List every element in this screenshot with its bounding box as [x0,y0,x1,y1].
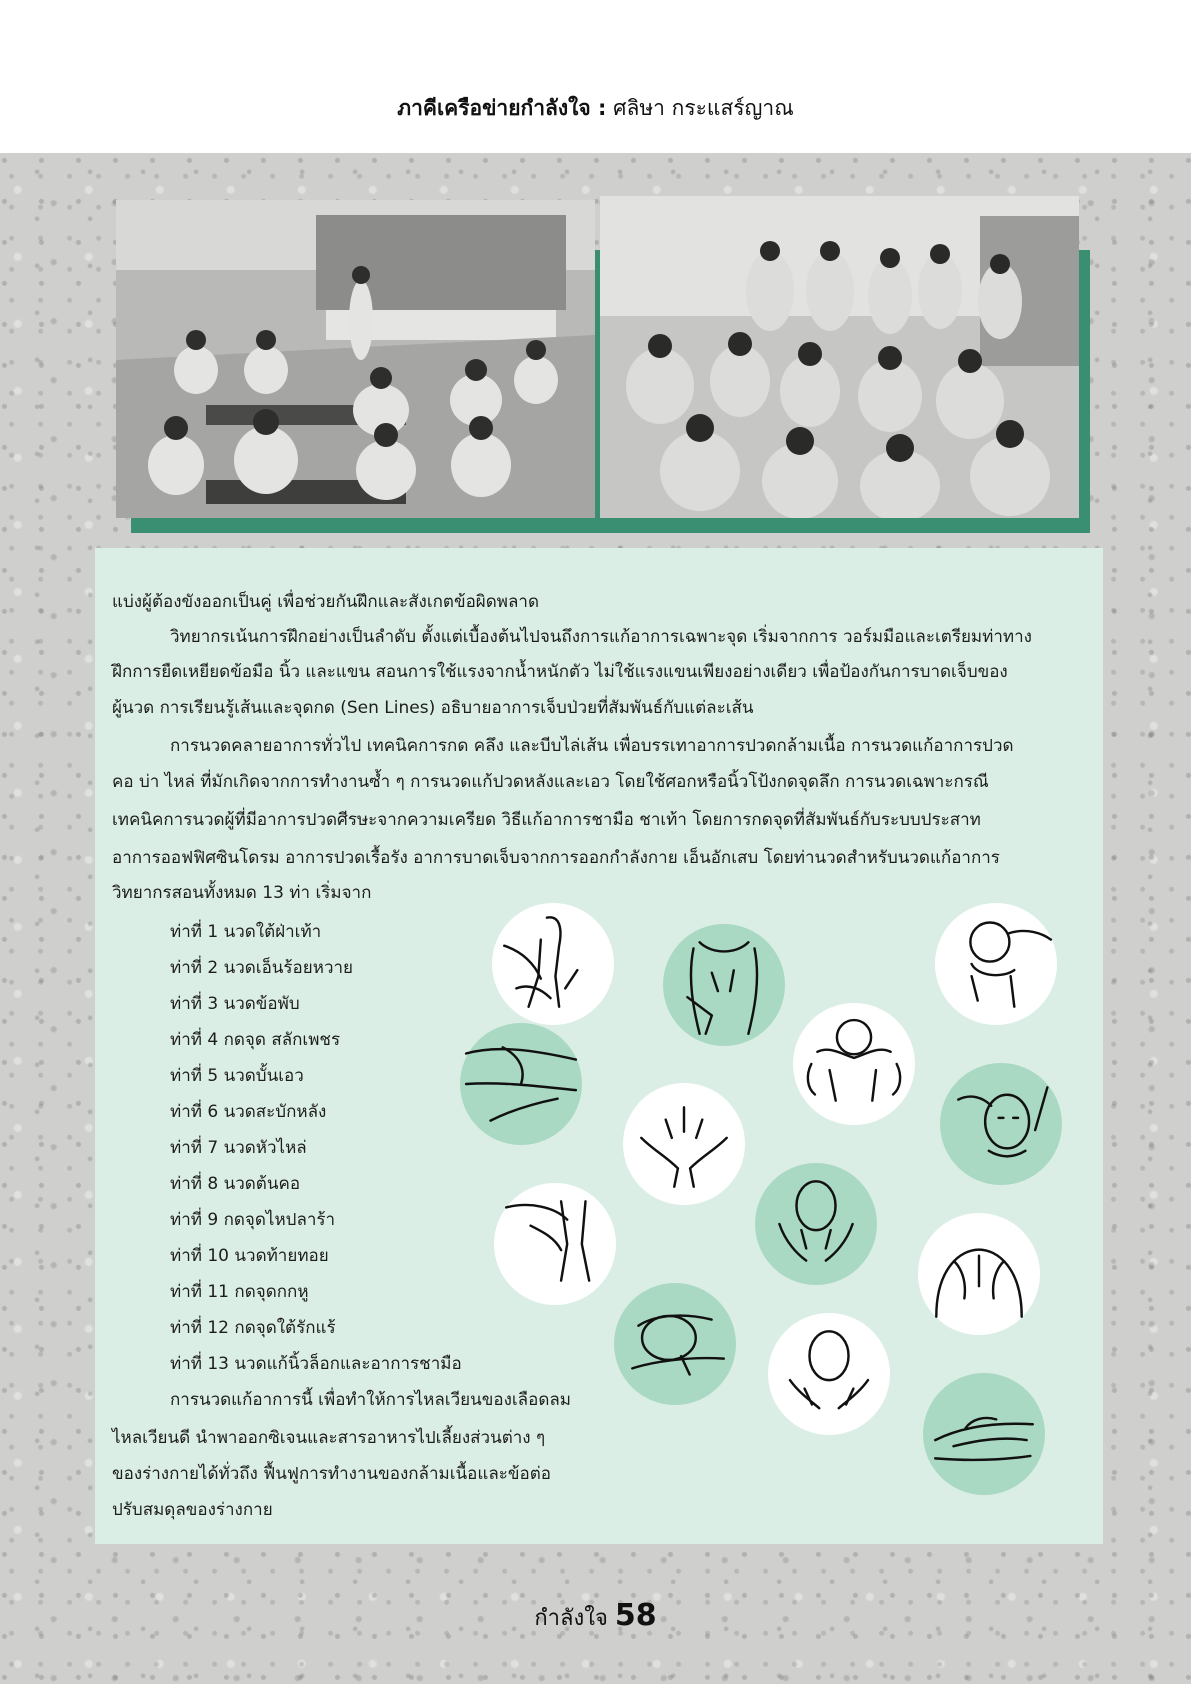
para3-line2: ไหลเวียนดี นำพาออกซิเจนและสารอาหารไปเลี้ยงส่วนต่าง ๆ [112,1428,546,1448]
intro-line: แบ่งผู้ต้องขังออกเป็นคู่ เพื่อช่วยกันฝึกและสังเกตข้อผิดพลาด [112,592,540,612]
magazine-name: กำลังใจ [534,1606,608,1631]
step-item: ท่าที่ 9 กดจุดไหปลาร้า [170,1210,336,1230]
page-footer [0,1598,1191,1635]
para2-line3: เทคนิคการนวดผู้ที่มีอาการปวดศีรษะจากความเครียด วิธีแก้อาการชามือ ชาเท้า โดยการกดจุดที่สัมพันธ์กับระบบประสาท [112,810,981,830]
page-header [0,0,1191,153]
para3-line3: ของร่างกายได้ทั่วถึง ฟื้นฟูการทำงานของกล้ามเนื้อและข้อต่อ [112,1464,551,1484]
neck-massage-illustration [935,903,1057,1025]
step-item: ท่าที่ 8 นวดต้นคอ [170,1174,301,1194]
column-title: ภาคีเครือข่ายกำลังใจ : [397,96,607,120]
step-item: ท่าที่ 5 นวดบั้นเอว [170,1066,304,1086]
para2-line1: การนวดคลายอาการทั่วไป เทคนิคการกด คลึง และบีบไล่เส้น เพื่อบรรเทาอาการปวดกล้ามเนื้อ การนวดแก้อาการปวด [170,736,1014,756]
author-name: ศลิษา กระแสร์ญาณ [613,96,794,120]
calf-massage-illustration [460,1023,582,1145]
step-item: ท่าที่ 4 กดจุด สลักเพชร [170,1030,341,1050]
step-item: ท่าที่ 6 นวดสะบักหลัง [170,1102,327,1122]
para2-line2: คอ บ่า ไหล่ ที่มักเกิดจากการทำงานซ้ำ ๆ การนวดแก้ปวดหลังและเอว โดยใช้ศอกหรือนิ้วโป้งกดจุดลึก การนวดเฉพาะกรณี [112,772,989,792]
waist-massage-illustration [623,1083,745,1205]
shoulder-blade-illustration [793,1003,915,1125]
para3-line1: การนวดแก้อาการนี้ เพื่อทำให้การไหลเวียนของเลือดลม [170,1390,571,1410]
para1-line1: วิทยากรเน้นการฝึกอย่างเป็นลำดับ ตั้งแต่เบื้องต้นไปจนถึงการแก้อาการเฉพาะจุด เริ่มจากการ วอร์มมือและเตรียมท่าทาง [170,627,1032,647]
para1-line3: ผู้นวด การเรียนรู้เส้นและจุดกด (Sen Lines) อธิบายอาการเจ็บป่วยที่สัมพันธ์กับแต่ละเส้น [112,698,754,718]
step-item: ท่าที่ 13 นวดแก้นิ้วล็อกและอาการชามือ [170,1354,462,1374]
para1-line2: ฝึกการยืดเหยียดข้อมือ นิ้ว และแขน สอนการใช้แรงจากน้ำหนักตัว ไม่ใช้แรงแขนเพียงอย่างเดียว เพื่อป้องกันการบาดเจ็บของ [112,662,1008,682]
head-massage-illustration [940,1063,1062,1185]
step-item: ท่าที่ 2 นวดเอ็นร้อยหวาย [170,958,353,978]
back-massage-illustration [663,924,785,1046]
step-item: ท่าที่ 11 กดจุดกกหู [170,1282,309,1302]
hand-massage-illustration [923,1373,1045,1495]
step-item: ท่าที่ 1 นวดใต้ฝ่าเท้า [170,922,322,942]
foot-massage-illustration [492,903,614,1025]
shoulder-press-illustration [768,1313,890,1435]
training-hall-photo [116,200,595,518]
step-item: ท่าที่ 12 กดจุดใต้รักแร้ [170,1318,336,1338]
step-item: ท่าที่ 7 นวดหัวไหล่ [170,1138,307,1158]
para3-line4: ปรับสมดุลของร่างกาย [112,1500,273,1520]
head-press-illustration [614,1283,736,1405]
knee-massage-illustration [494,1183,616,1305]
upper-back-illustration [918,1213,1040,1335]
step-item: ท่าที่ 10 นวดท้ายทอย [170,1246,329,1266]
para2-line5: วิทยากรสอนทั้งหมด 13 ท่า เริ่มจาก [112,883,372,903]
page-number: 58 [614,1598,657,1633]
neck-back-illustration [755,1163,877,1285]
para2-line4: อาการออฟฟิศซินโดรม อาการปวดเรื้อรัง อาการบาดเจ็บจากการออกกำลังกาย เอ็นอักเสบ โดยท่านวดสำหรับนวดแก้อาการ [112,848,1000,868]
step-item: ท่าที่ 3 นวดข้อพับ [170,994,300,1014]
group-practice-photo [600,196,1079,518]
page-title [0,92,1191,125]
